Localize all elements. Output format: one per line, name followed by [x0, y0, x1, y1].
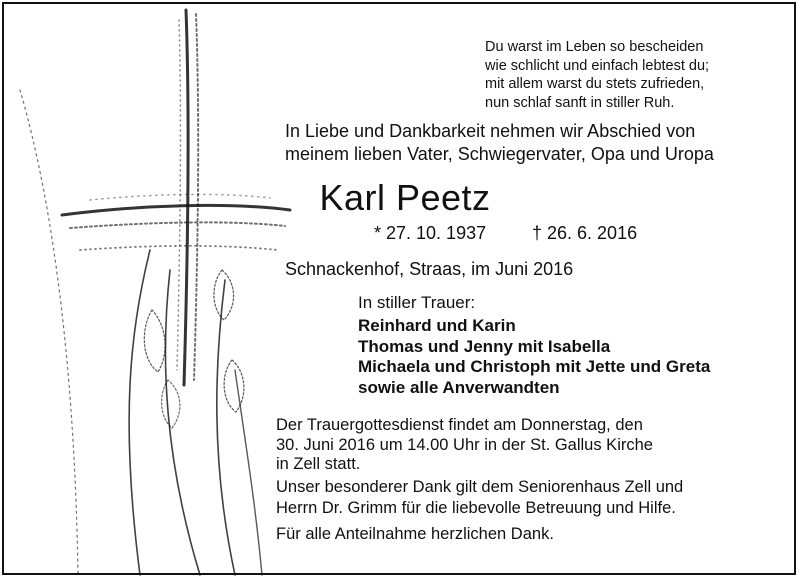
- wheat-stalk: [217, 280, 235, 575]
- poem-line: mit allem warst du stets zufrieden,: [485, 76, 705, 92]
- place-and-date: Schnackenhof, Straas, im Juni 2016: [285, 259, 574, 279]
- closing-thanks: Für alle Anteilnahme herzlichen Dank.: [276, 525, 554, 543]
- mourner-line: Michaela und Christoph mit Jette und Greta: [358, 357, 711, 376]
- mourner-line: Thomas und Jenny mit Isabella: [358, 336, 611, 356]
- mourner-line: sowie alle Anverwandten: [358, 377, 560, 397]
- poem: [485, 38, 709, 112]
- wheat-ear: [162, 380, 180, 428]
- birth-date: * 27. 10. 1937: [374, 223, 487, 243]
- service-line: Der Trauergottesdienst findet am Donnerstag, den: [276, 416, 643, 434]
- wheat-stalk: [129, 250, 150, 575]
- mourner-line: Reinhard und Karin: [358, 316, 516, 335]
- thanks-line: Unser besonderer Dank gilt dem Seniorenhaus Zell und: [276, 478, 684, 496]
- service-info: [276, 416, 653, 475]
- poem-line: wie schlicht und einfach lebtest du;: [485, 57, 710, 74]
- poem-line: Du warst im Leben so bescheiden: [485, 39, 704, 55]
- thanks-line: Herrn Dr. Grimm für die liebevolle Betreuung und Hilfe.: [276, 499, 676, 517]
- mourning-heading: In stiller Trauer:: [358, 293, 476, 312]
- intro-line: meinem lieben Vater, Schwiegervater, Opa und Uropa: [285, 144, 714, 164]
- service-line: 30. Juni 2016 um 14.00 Uhr in der St. Gallus Kirche: [276, 435, 653, 454]
- wheat-stalk: [235, 370, 262, 575]
- wheat-stalk: [20, 90, 78, 575]
- farewell-intro: [285, 120, 714, 166]
- death-date: † 26. 6. 2016: [532, 223, 638, 243]
- deceased-name: Karl Peetz: [319, 177, 491, 218]
- wheat-ear: [144, 310, 165, 372]
- service-line: in Zell statt.: [276, 455, 361, 473]
- intro-line: In Liebe und Dankbarkeit nehmen wir Abschied von: [285, 121, 696, 141]
- poem-line: nun schlaf sanft in stiller Ruh.: [485, 94, 675, 111]
- wheat-ear: [224, 360, 244, 412]
- mourners-list: [358, 316, 710, 398]
- special-thanks: [276, 477, 683, 519]
- cross-horizontal-stroke: [70, 222, 285, 228]
